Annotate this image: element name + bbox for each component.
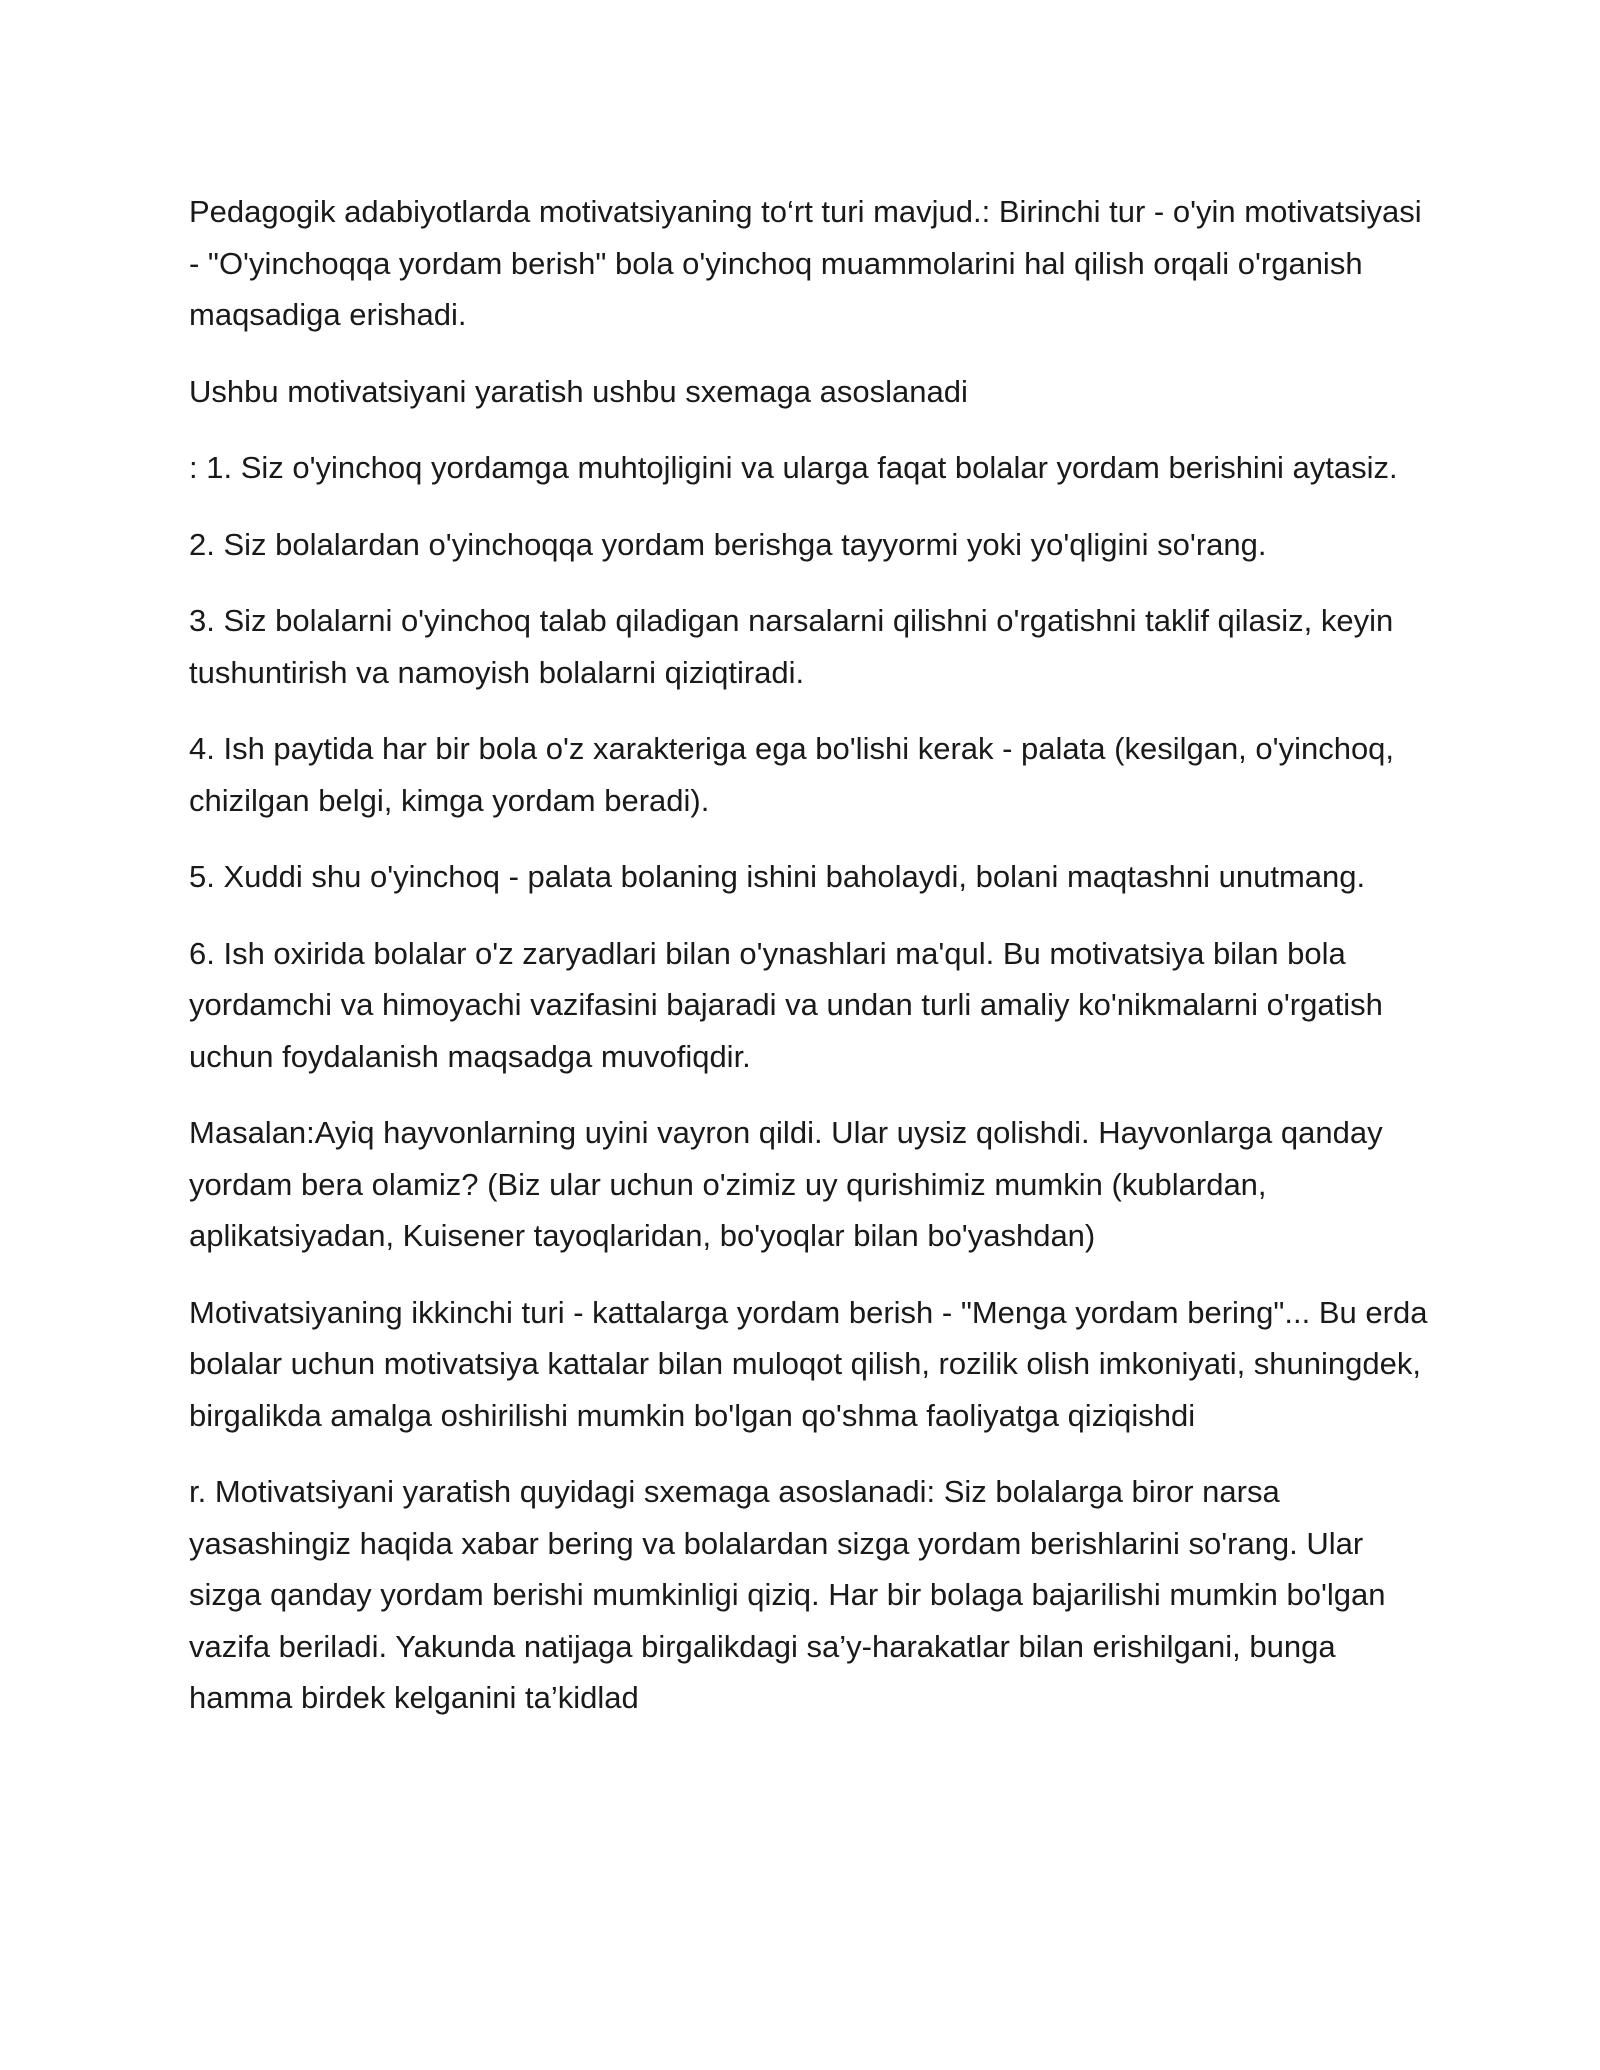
paragraph-9: Masalan:Ayiq hayvonlarning uyini vayron qildi. Ular uysiz qolishdi. Hayvonlarga qanday yordam bera olamiz? (Biz ular uchun o'zimiz uy qurishimiz mumkin (kublardan, aplikatsiyadan, Kuisener tayoqlaridan, bo'yoqlar bilan bo'yashdan)	[189, 1115, 1383, 1253]
paragraph-11: r. Motivatsiyani yaratish quyidagi sxemaga asoslanadi: Siz bolalarga biror narsa yasashingiz haqida xabar bering va bolalardan sizga yordam berishlarini so'rang. Ular sizga qanday yordam berishi mumkinligi qiziq. Har bir bolaga bajarilishi mumkin bo'lgan vazifa beriladi. Yakunda natijaga birgalikdagi sa’y-harakatlar bilan erishilgani, bunga hamma birdek kelganini ta’kidlad	[189, 1474, 1386, 1715]
paragraph-4: 2. Siz bolalardan o'yinchoqqa yordam berishga tayyormi yoki yo'qligini so'rang.	[189, 526, 1267, 562]
paragraph-8: 6. Ish oxirida bolalar o'z zaryadlari bilan o'ynashlari ma'qul. Bu motivatsiya bilan bola yordamchi va himoyachi vazifasini bajaradi va undan turli amaliy ko'nikmalarni o'rgatish uchun foydalanish maqsadga muvofiqdir.	[189, 935, 1383, 1074]
paragraph-10: Motivatsiyaning ikkinchi turi - kattalarga yordam berish - "Menga yordam bering"... Bu erda bolalar uchun motivatsiya kattalar bilan muloqot qilish, rozilik olish imkoniyati, shuningdek, birgalikda amalga oshirilishi mumkin bo'lgan qo'shma faoliyatga qiziqishdi	[189, 1294, 1428, 1433]
paragraph-5: 3. Siz bolalarni o'yinchoq talab qiladigan narsalarni qilishni o'rgatishni taklif qilasiz, keyin tushuntirish va namoyish bolalarni qiziqtiradi.	[189, 603, 1394, 690]
paragraph-3: : 1. Siz o'yinchoq yordamga muhtojligini va ularga faqat bolalar yordam berishini aytasiz.	[189, 450, 1398, 485]
document-body	[189, 186, 1429, 1749]
paragraph-6: 4. Ish paytida har bir bola o'z xarakteriga ega bo'lishi kerak - palata (kesilgan, o'yinchoq, chizilgan belgi, kimga yordam beradi).	[189, 731, 1395, 818]
paragraph-7: 5. Xuddi shu o'yinchoq - palata bolaning ishini baholaydi, bolani maqtashni unutmang.	[189, 859, 1366, 894]
paragraph-2: Ushbu motivatsiyani yaratish ushbu sxemaga asoslanadi	[189, 373, 968, 409]
paragraph-1: Pedagogik adabiyotlarda motivatsiyaning to‘rt turi mavjud.: Birinchi tur - o'yin motivatsiyasi - "O'yinchoqqa yordam berish" bola o'yinchoq muammolarini hal qilish orqali o'rganish maqsadiga erishadi.	[189, 194, 1422, 332]
